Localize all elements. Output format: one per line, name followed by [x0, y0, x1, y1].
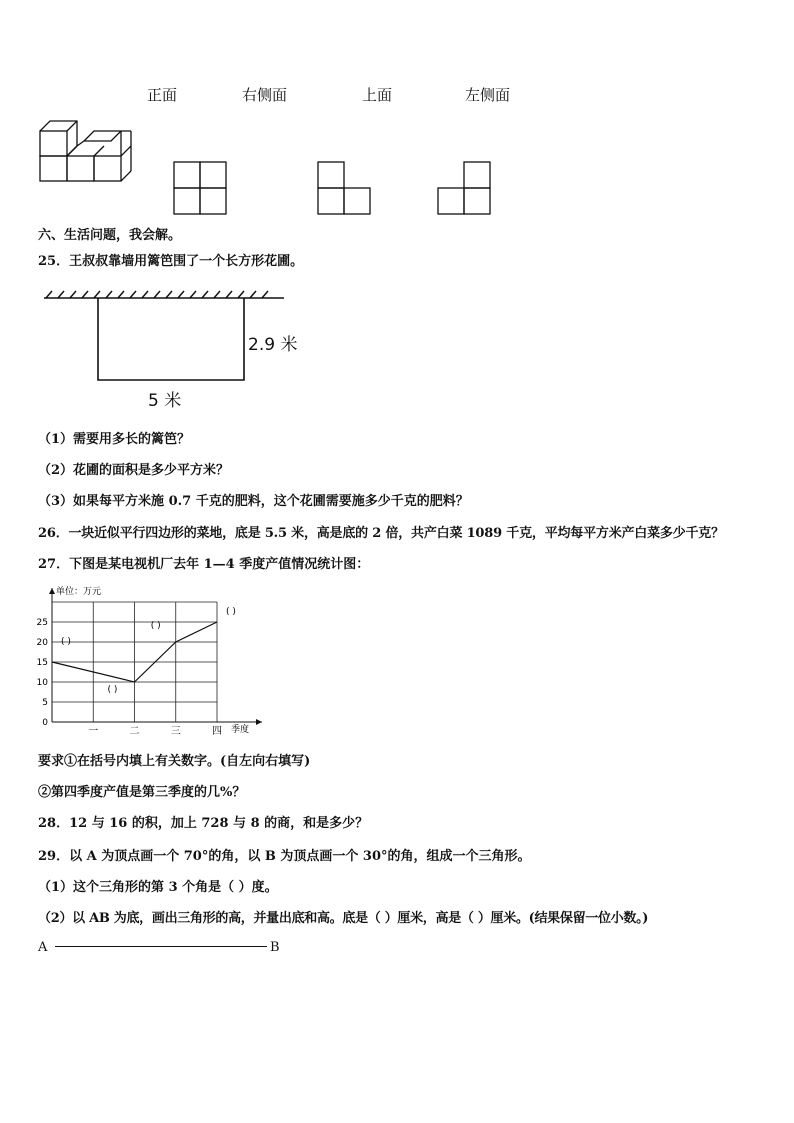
- point-b-label: B: [270, 940, 280, 955]
- data-blank-label: ( ): [61, 637, 71, 647]
- left-side-view-grid: [437, 161, 493, 216]
- q29-sub1: （1）这个三角形的第 3 个角是（ ）度。: [38, 880, 278, 895]
- view-label-right: 右侧面: [242, 86, 288, 104]
- y-tick-label: 25: [36, 618, 48, 628]
- q27-req1: 要求①在括号内填上有关数字。(自左向右填写): [38, 754, 311, 769]
- x-category-label: 一: [88, 726, 99, 737]
- view-label-left: 左侧面: [465, 86, 511, 104]
- garden-width-label: 5 米: [148, 391, 182, 411]
- x-category-label: 四: [212, 726, 222, 737]
- segment-ab: [55, 946, 267, 947]
- point-a-label: A: [38, 940, 48, 955]
- q26-stem: 26．一块近似平行四边形的菜地，底是 5.5 米，高是底的 2 倍，共产白菜 1089 千克，平均每平方米产白菜多少千克？: [38, 526, 724, 541]
- q29-stem: 29．以 A 为顶点画一个 70°的角，以 B 为顶点画一个 30°的角，组成一个三角形。: [38, 849, 531, 864]
- q29-sub2: （2）以 AB 为底，画出三角形的高，并量出底和高。底是（ ）厘米，高是（ ）厘米。(结果保留一位小数。): [38, 911, 649, 926]
- chart-unit-label: 单位：万元: [56, 587, 102, 597]
- section-title: 六、生活问题，我会解。: [38, 228, 182, 243]
- right-side-view-grid: [173, 161, 228, 216]
- q25-sub3: （3）如果每平方米施 0.7 千克的肥料，这个花圃需要施多少千克的肥料？: [38, 494, 469, 509]
- x-category-label: 三: [170, 726, 181, 737]
- x-axis-label: 季度: [231, 725, 250, 735]
- q25-sub1: （1）需要用多长的篱笆？: [38, 432, 191, 447]
- x-category-label: 二: [129, 726, 140, 737]
- y-tick-label: 15: [36, 658, 48, 668]
- view-label-front: 正面: [147, 86, 178, 104]
- x-axis-arrow: [256, 719, 262, 725]
- q25-sub2: （2）花圃的面积是多少平方米？: [38, 463, 230, 478]
- y-tick-label: 20: [36, 638, 48, 648]
- q28-stem: 28．12 与 16 的积，加上 728 与 8 的商，和是多少？: [38, 816, 369, 831]
- q27-stem: 27．下图是某电视机厂去年 1—4 季度产值情况统计图：: [38, 557, 370, 572]
- view-label-top: 上面: [362, 86, 393, 104]
- data-blank-label: ( ): [107, 685, 118, 695]
- q25-stem: 25．王叔叔靠墙用篱笆围了一个长方形花圃。: [38, 254, 304, 269]
- q27-req2: ②第四季度产值是第三季度的几%？: [38, 785, 246, 800]
- y-axis-arrow: [49, 588, 55, 594]
- y-tick-label: 0: [42, 718, 48, 728]
- garden-height-label: 2.9 米: [248, 335, 298, 355]
- y-tick-label: 5: [42, 698, 48, 708]
- data-blank-label: ( ): [226, 607, 236, 617]
- top-view-grid: [317, 161, 373, 216]
- data-blank-label: ( ): [150, 621, 161, 631]
- cube-solid-figure: [38, 116, 128, 186]
- production-line-chart: [30, 582, 270, 737]
- y-tick-label: 10: [36, 678, 48, 688]
